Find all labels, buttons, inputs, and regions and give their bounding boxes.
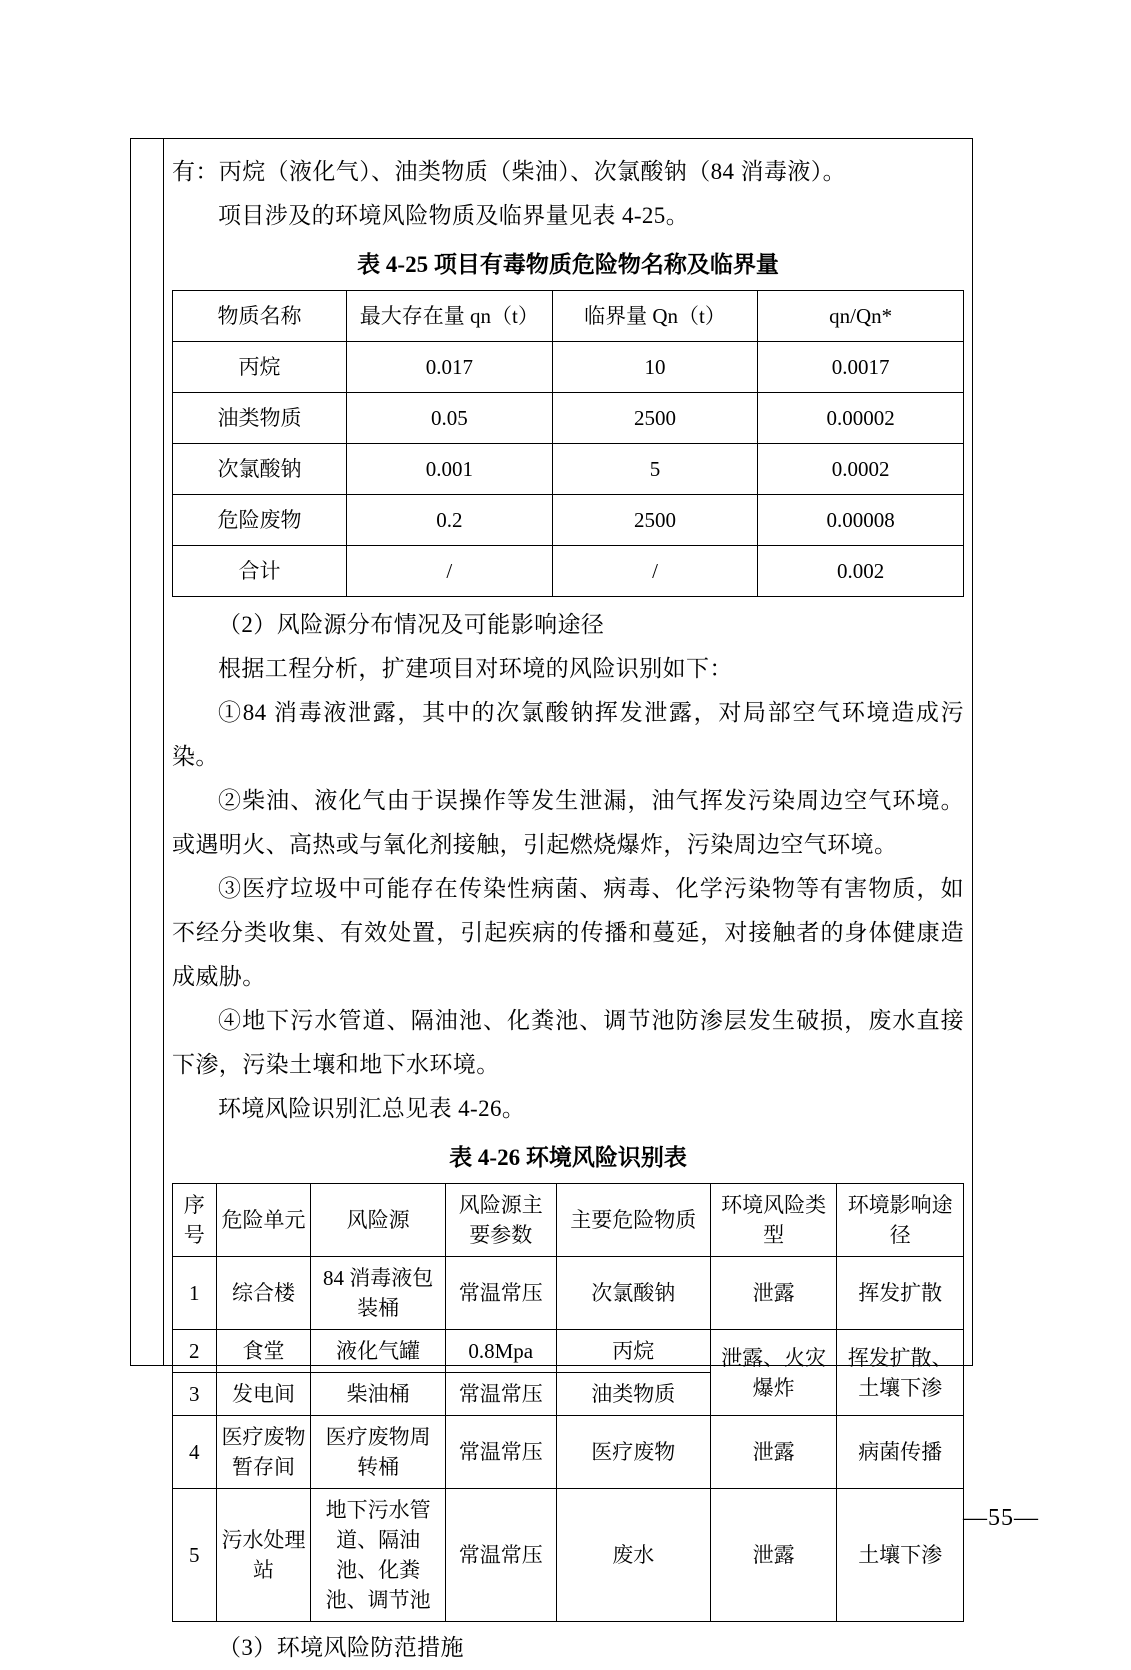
table-426-cell-substance-5: 废水 xyxy=(556,1489,710,1622)
table-426-cell-no-3: 3 xyxy=(173,1373,217,1416)
table-425-cell-r3c2: 2500 xyxy=(552,495,758,546)
table-426-title: 表 4-26 环境风险识别表 xyxy=(449,1145,687,1170)
table-426-cell-params-5: 常温常压 xyxy=(445,1489,556,1622)
paragraph-risk-item-2: ②柴油、液化气由于误操作等发生泄漏，油气挥发污染周边空气环境。或遇明火、高热或与氧化剂接触，引起燃烧爆炸，污染周边空气环境。 xyxy=(172,788,964,857)
table-426-cell-risktype-5: 泄露 xyxy=(710,1489,837,1622)
table-426-cell-source-2: 液化气罐 xyxy=(311,1330,445,1373)
table-426-header-cell-5: 环境风险类型 xyxy=(710,1184,837,1257)
table-426-cell-no-2: 2 xyxy=(173,1330,217,1373)
table-426-cell-no-5: 5 xyxy=(173,1489,217,1622)
table-426-header-cell-4: 主要危险物质 xyxy=(556,1184,710,1257)
table-425-cell-r0c2: 10 xyxy=(552,342,758,393)
table-425-cell-r2c3: 0.0002 xyxy=(758,444,964,495)
page-border-right xyxy=(972,138,973,1366)
table-425-cell-r1c0: 油类物质 xyxy=(173,393,347,444)
table-425 xyxy=(172,290,964,597)
table-426-cell-params-4: 常温常压 xyxy=(445,1416,556,1489)
table-426-cell-source-5: 地下污水管道、隔油池、化粪池、调节池 xyxy=(311,1489,445,1622)
paragraph-intro-1: 有：丙烷（液化气）、油类物质（柴油）、次氯酸钠（84 消毒液）。 xyxy=(172,159,847,184)
table-425-cell-r2c2: 5 xyxy=(552,444,758,495)
table-row xyxy=(173,1257,964,1330)
table-426-cell-impact-4: 病菌传播 xyxy=(837,1416,964,1489)
table-426-cell-risktype-2: 泄露、火灾爆炸 xyxy=(710,1330,837,1416)
table-425-header-cell-1: 最大存在量 qn（t） xyxy=(347,291,553,342)
table-row xyxy=(173,1416,964,1489)
table-row xyxy=(173,444,964,495)
table-426-cell-params-2: 0.8Mpa xyxy=(445,1330,556,1373)
table-426-cell-no-4: 4 xyxy=(173,1416,217,1489)
table-row xyxy=(173,342,964,393)
table-426-cell-unit-4: 医疗废物暂存间 xyxy=(216,1416,311,1489)
page-border-left-inner xyxy=(163,138,164,1366)
table-row xyxy=(173,1489,964,1622)
table-426-cell-impact-1: 挥发扩散 xyxy=(837,1257,964,1330)
table-426-header-cell-1: 危险单元 xyxy=(216,1184,311,1257)
table-425-title: 表 4-25 项目有毒物质危险物名称及临界量 xyxy=(357,252,779,277)
table-425-cell-r2c0: 次氯酸钠 xyxy=(173,444,347,495)
table-426-cell-impact-2: 挥发扩散、土壤下渗 xyxy=(837,1330,964,1416)
table-row xyxy=(173,495,964,546)
table-426-cell-unit-2: 食堂 xyxy=(216,1330,311,1373)
table-426-cell-substance-4: 医疗废物 xyxy=(556,1416,710,1489)
table-426-cell-unit-3: 发电间 xyxy=(216,1373,311,1416)
paragraph-risk-item-1: ①84 消毒液泄露，其中的次氯酸钠挥发泄露，对局部空气环境造成污染。 xyxy=(172,700,964,769)
table-425-cell-r1c3: 0.00002 xyxy=(758,393,964,444)
table-426 xyxy=(172,1183,964,1622)
table-425-cell-r0c3: 0.0017 xyxy=(758,342,964,393)
table-425-header-cell-0: 物质名称 xyxy=(173,291,347,342)
table-row-total xyxy=(173,546,964,597)
table-426-header-cell-3: 风险源主要参数 xyxy=(445,1184,556,1257)
page-border-left xyxy=(130,138,131,1366)
table-row-header xyxy=(173,291,964,342)
table-426-header-cell-6: 环境影响途径 xyxy=(837,1184,964,1257)
table-row xyxy=(173,1330,964,1373)
table-row-header xyxy=(173,1184,964,1257)
table-row xyxy=(173,393,964,444)
table-426-cell-unit-1: 综合楼 xyxy=(216,1257,311,1330)
table-425-cell-r3c3: 0.00008 xyxy=(758,495,964,546)
table-426-header-cell-2: 风险源 xyxy=(311,1184,445,1257)
table-426-cell-source-1: 84 消毒液包装桶 xyxy=(311,1257,445,1330)
table-425-cell-r4c2: / xyxy=(552,546,758,597)
table-425-cell-r3c1: 0.2 xyxy=(347,495,553,546)
table-425-cell-r1c1: 0.05 xyxy=(347,393,553,444)
table-425-cell-r0c1: 0.017 xyxy=(347,342,553,393)
table-425-header-cell-3: qn/Qn* xyxy=(758,291,964,342)
table-425-cell-r1c2: 2500 xyxy=(552,393,758,444)
table-426-cell-unit-5: 污水处理站 xyxy=(216,1489,311,1622)
table-426-cell-params-3: 常温常压 xyxy=(445,1373,556,1416)
table-425-cell-r3c0: 危险废物 xyxy=(173,495,347,546)
table-425-header-cell-2: 临界量 Qn（t） xyxy=(552,291,758,342)
paragraph-risk-item-3: ③医疗垃圾中可能存在传染性病菌、病毒、化学污染物等有害物质，如不经分类收集、有效处置，引起疾病的传播和蔓延，对接触者的身体健康造成威胁。 xyxy=(172,876,964,989)
table-425-cell-r0c0: 丙烷 xyxy=(173,342,347,393)
paragraph-risk-intro: 根据工程分析，扩建项目对环境的风险识别如下： xyxy=(218,656,733,681)
paragraph-risk-item-4: ④地下污水管道、隔油池、化粪池、调节池防渗层发生破损，废水直接下渗，污染土壤和地下水环境。 xyxy=(172,1008,964,1077)
table-425-cell-r4c0: 合计 xyxy=(173,546,347,597)
page-content xyxy=(172,150,964,1670)
table-426-cell-no-1: 1 xyxy=(173,1257,217,1330)
paragraph-intro-2: 项目涉及的环境风险物质及临界量见表 4-25。 xyxy=(218,203,690,228)
paragraph-risk-summary: 环境风险识别汇总见表 4-26。 xyxy=(218,1096,526,1121)
paragraph-risk-section-heading: （2）风险源分布情况及可能影响途径 xyxy=(218,612,605,637)
table-426-header-cell-0: 序号 xyxy=(173,1184,217,1257)
table-425-cell-r2c1: 0.001 xyxy=(347,444,553,495)
page-number: —55— xyxy=(963,1505,1039,1531)
table-426-cell-source-3: 柴油桶 xyxy=(311,1373,445,1416)
paragraph-measures-heading: （3）环境风险防范措施 xyxy=(218,1635,464,1660)
table-426-cell-params-1: 常温常压 xyxy=(445,1257,556,1330)
table-426-cell-source-4: 医疗废物周转桶 xyxy=(311,1416,445,1489)
table-426-cell-impact-5: 土壤下渗 xyxy=(837,1489,964,1622)
table-426-cell-substance-3: 油类物质 xyxy=(556,1373,710,1416)
table-426-cell-substance-1: 次氯酸钠 xyxy=(556,1257,710,1330)
page-border-top xyxy=(130,138,973,139)
table-426-cell-risktype-1: 泄露 xyxy=(710,1257,837,1330)
table-425-cell-r4c1: / xyxy=(347,546,553,597)
table-426-cell-risktype-4: 泄露 xyxy=(710,1416,837,1489)
table-426-cell-substance-2: 丙烷 xyxy=(556,1330,710,1373)
table-425-cell-r4c3: 0.002 xyxy=(758,546,964,597)
